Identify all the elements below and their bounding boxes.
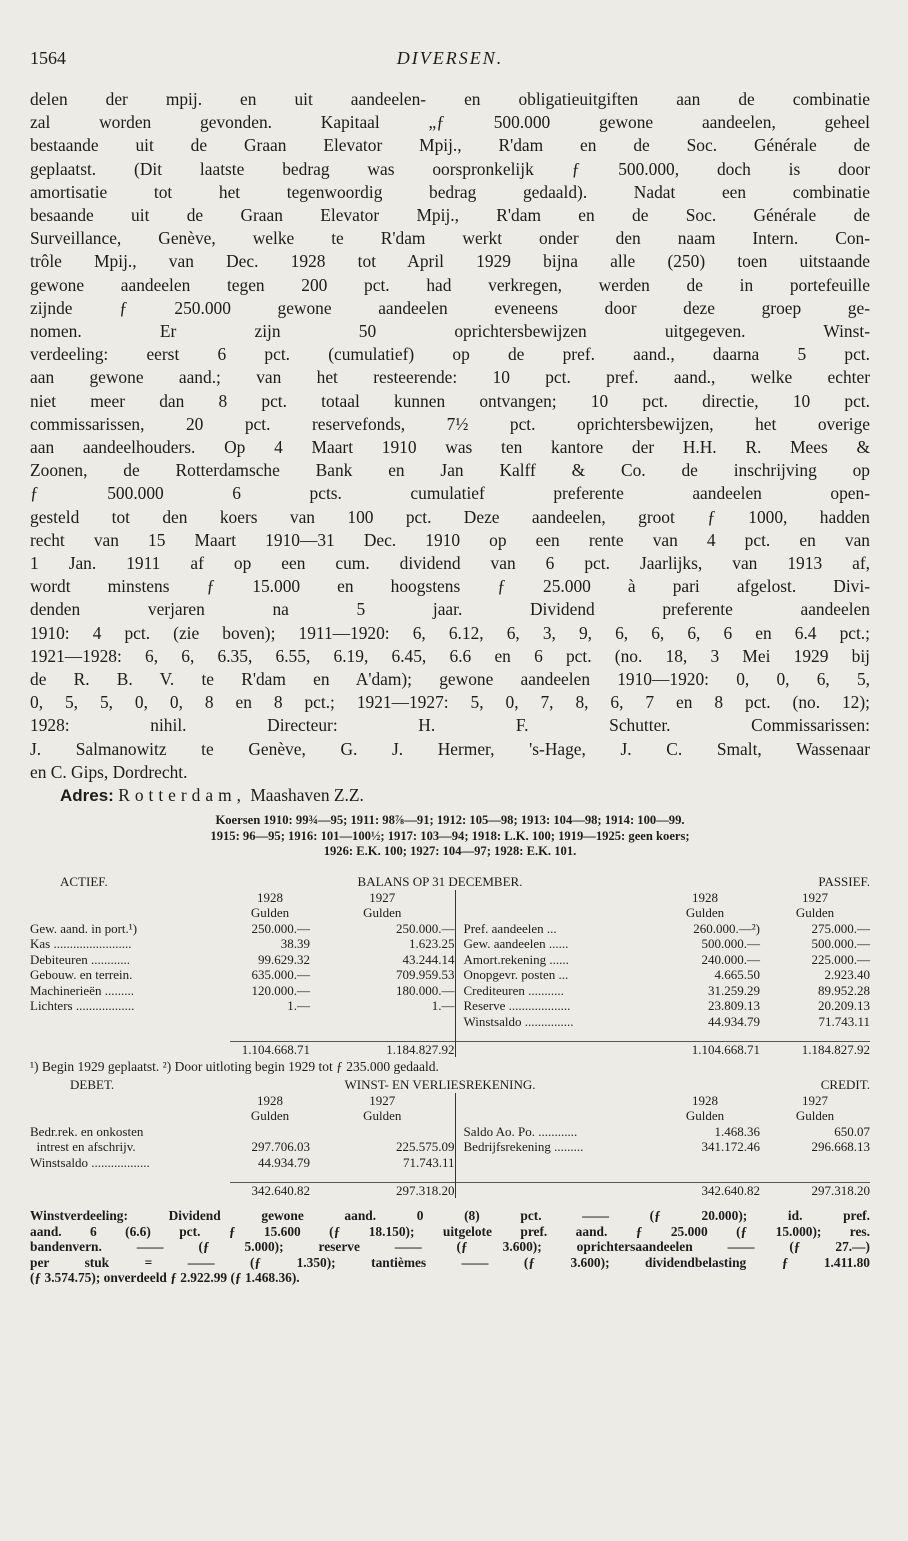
koersen-line: Koersen 1910: 99¾—95; 1911: 98⅞—91; 1912: 105—98; 1913: 104—98; 1914: 100—99. xyxy=(215,813,685,828)
actief-label: Gebouw. en terrein. xyxy=(30,967,133,983)
text-line: J. Salmanowitz te Genève, G. J. Hermer, 's-Hage, J. C. Smalt, Wassenaar xyxy=(30,738,870,759)
text-line: commissarissen, 20 pct. reservefonds, 7½ pct. oprichtersbewijzen, het overige xyxy=(30,413,870,434)
actief-label: Machinerieën ......... xyxy=(30,982,134,998)
total-value: 342.640.82 xyxy=(650,1182,760,1198)
year-label: 1928 xyxy=(257,889,283,905)
text-line: 1928: nihil. Directeur: H. F. Schutter. Commissarissen: xyxy=(30,715,870,736)
actief-value: 180.000.— xyxy=(396,982,455,998)
actief-value: 1.623.25 xyxy=(409,936,455,952)
page xyxy=(30,48,870,1286)
passief-header: PASSIEF. xyxy=(818,874,870,890)
credit-value: 341.172.46 xyxy=(701,1139,760,1155)
actief-header: ACTIEF. xyxy=(60,874,108,890)
text-line: niet meer dan 8 pct. totaal kunnen ontvangen; 10 pct. directie, 10 pct. xyxy=(30,390,870,411)
credit-value: 296.668.13 xyxy=(811,1139,870,1155)
text-line: zijnde ƒ 250.000 gewone aandeelen eveneens door deze groep ge- xyxy=(30,297,870,318)
winst-table xyxy=(30,1077,870,1198)
passief-value: 71.743.11 xyxy=(818,1013,870,1029)
passief-label: Winstsaldo ............... xyxy=(455,1014,650,1030)
actief-value: 250.000.— xyxy=(396,920,455,936)
credit-label: Bedrijfsrekening ......... xyxy=(455,1139,650,1155)
balans-table xyxy=(30,874,870,1057)
currency-label: Gulden xyxy=(795,1108,835,1124)
total-value: 1.104.668.71 xyxy=(650,1041,760,1057)
credit-value: 1.468.36 xyxy=(714,1123,760,1139)
text-line: recht van 15 Maart 1910—31 Dec. 1910 op een rente van 4 pct. en van xyxy=(30,529,870,550)
actief-value: 38.39 xyxy=(280,936,310,952)
passief-label: Reserve ................... xyxy=(455,998,650,1014)
currency-label: Gulden xyxy=(363,1108,402,1124)
koersen-line: 1915: 96—95; 1916: 101—100½; 1917: 103—94; 1918: L.K. 100; 1919—1925: geen koers; xyxy=(210,828,690,843)
address-street: Maashaven Z.Z. xyxy=(250,785,364,806)
debet-value: 71.743.11 xyxy=(402,1154,455,1170)
total-value: 297.318.20 xyxy=(760,1182,870,1198)
text-line: Surveillance, Genève, welke te R'dam werkt onder den naam Intern. Con- xyxy=(30,228,870,249)
text-line: gesteld tot den koers van 100 pct. Deze aandeelen, groot ƒ 1000, hadden xyxy=(30,506,870,527)
text-line: nomen. Er zijn 50 oprichtersbewijzen uitgegeven. Winst- xyxy=(30,321,870,342)
text-line: de R. B. V. te R'dam en A'dam); gewone aandeelen 1910—1920: 0, 0, 6, 5, xyxy=(30,669,870,690)
credit-header: CREDIT. xyxy=(820,1077,870,1093)
passief-value: 44.934.79 xyxy=(708,1013,760,1029)
total-value: 1.104.668.71 xyxy=(230,1041,310,1057)
text-line: zal worden gevonden. Kapitaal „ƒ 500.000 gewone aandeelen, geheel xyxy=(30,112,870,133)
currency-label: Gulden xyxy=(685,905,725,921)
currency-label: Gulden xyxy=(250,1108,290,1124)
text-line: 0, 5, 5, 0, 0, 8 en 8 pct.; 1921—1927: 5, 0, 7, 8, 6, 7 en 8 pct. (no. 12); xyxy=(30,692,870,713)
passief-value: 2.923.40 xyxy=(824,967,870,983)
year-label: 1928 xyxy=(692,1092,718,1108)
winstverdeeling-line: per stuk = —— (ƒ 1.350); tantièmes —— (ƒ 3.600); dividendbelasting ƒ 1.411.80 xyxy=(30,1254,870,1270)
actief-value: 250.000.— xyxy=(251,920,310,936)
actief-value: 43.244.14 xyxy=(402,951,455,967)
passief-value: 89.952.28 xyxy=(818,982,870,998)
text-line: aan gewone aand.; van het resteerende: 10 pct. pref. aand., welke echter xyxy=(30,367,870,388)
actief-value: 709.959.53 xyxy=(396,967,455,983)
text-line: trôle Mpij., van Dec. 1928 tot April 1929 bijna alle (250) toen uitstaande xyxy=(30,251,870,272)
address-label: Adres: xyxy=(60,786,114,806)
passief-label: Onopgevr. posten ... xyxy=(455,967,650,983)
currency-label: Gulden xyxy=(685,1108,725,1124)
balans-footnote: ¹) Begin 1929 geplaatst. ²) Door uitloting begin 1929 tot ƒ 235.000 gedaald. xyxy=(30,1059,439,1075)
total-value: 297.318.20 xyxy=(310,1182,455,1198)
passief-value: 500.000.— xyxy=(811,936,870,952)
passief-value: 500.000.— xyxy=(701,936,760,952)
winstverdeeling-line: bandenvern. —— (ƒ 5.000); reserve —— (ƒ 3.600); oprichtersaandeelen —— (ƒ 27.—) xyxy=(30,1239,870,1255)
balans-title: BALANS OP 31 DECEMBER. xyxy=(357,874,523,890)
text-line: en C. Gips, Dordrecht. xyxy=(30,761,188,782)
currency-label: Gulden xyxy=(795,905,835,921)
passief-value: 23.809.13 xyxy=(708,998,760,1014)
text-line: bestaande uit de Graan Elevator Mpij., R'dam en de Soc. Générale de xyxy=(30,135,870,156)
page-number: 1564 xyxy=(30,48,66,68)
passief-value: 225.000.— xyxy=(811,951,870,967)
passief-label: Crediteuren ........... xyxy=(455,983,650,999)
debet-label: Bedr.rek. en onkosten xyxy=(30,1123,144,1139)
credit-label: Saldo Ao. Po. ............ xyxy=(455,1124,650,1140)
page-title: DIVERSEN. xyxy=(396,48,504,68)
actief-value: 99.629.32 xyxy=(258,951,310,967)
passief-value: 4.665.50 xyxy=(714,967,760,983)
text-line: 1910: 4 pct. (zie boven); 1911—1920: 6, 6.12, 6, 3, 9, 6, 6, 6, 6 en 6.4 pct.; xyxy=(30,622,870,643)
total-value: 1.184.827.92 xyxy=(310,1041,455,1057)
actief-value: 1.— xyxy=(287,998,310,1014)
winstverdeeling xyxy=(30,1208,870,1286)
actief-label: Kas ........................ xyxy=(30,936,132,952)
year-label: 1927 xyxy=(369,1092,396,1108)
actief-value: 120.000.— xyxy=(251,982,310,998)
text-line: Zoonen, de Rotterdamsche Bank en Jan Kalff & Co. de inschrijving op xyxy=(30,460,870,481)
text-line: besaande uit de Graan Elevator Mpij., R'dam en de Soc. Générale de xyxy=(30,205,870,226)
text-line: denden verjaren na 5 jaar. Dividend preferente aandeelen xyxy=(30,599,870,620)
actief-label: Lichters .................. xyxy=(30,998,135,1014)
text-line: 1921—1928: 6, 6, 6.35, 6.55, 6.19, 6.45, 6.6 en 6 pct. (no. 18, 3 Mei 1929 bij xyxy=(30,645,870,666)
year-label: 1928 xyxy=(692,889,718,905)
debet-label: Winstsaldo .................. xyxy=(30,1154,150,1170)
year-label: 1928 xyxy=(257,1092,283,1108)
currency-label: Gulden xyxy=(363,905,402,921)
year-label: 1927 xyxy=(802,1092,828,1108)
actief-value: 635.000.— xyxy=(251,967,310,983)
address-city: Rotterdam, xyxy=(118,785,246,806)
page-header xyxy=(30,48,870,88)
winst-title: WINST- EN VERLIESREKENING. xyxy=(344,1077,536,1093)
actief-label: Debiteuren ............ xyxy=(30,951,131,967)
koersen-line: 1926: E.K. 100; 1927: 104—97; 1928: E.K. 101. xyxy=(323,844,577,859)
passief-label: Gew. aandeelen ...... xyxy=(455,936,650,952)
text-line: wordt minstens ƒ 15.000 en hoogstens ƒ 25.000 à pari afgelost. Divi- xyxy=(30,576,870,597)
text-line: gewone aandeelen tegen 200 pct. had verkregen, werden de in portefeuille xyxy=(30,274,870,295)
year-label: 1927 xyxy=(802,889,828,905)
passief-value: 240.000.— xyxy=(701,951,760,967)
actief-label: Gew. aand. in port.¹) xyxy=(30,920,138,936)
company-description xyxy=(30,88,870,807)
text-line: verdeeling: eerst 6 pct. (cumulatief) op de pref. aand., daarna 5 pct. xyxy=(30,344,870,365)
text-line: 1 Jan. 1911 af op een cum. dividend van 6 pct. Jaarlijks, van 1913 af, xyxy=(30,553,870,574)
total-value: 342.640.82 xyxy=(230,1182,310,1198)
total-value: 1.184.827.92 xyxy=(760,1041,870,1057)
passief-label: Amort.rekening ...... xyxy=(455,952,650,968)
credit-value: 650.07 xyxy=(834,1123,870,1139)
koersen-block xyxy=(30,813,870,860)
debet-value: 297.706.03 xyxy=(251,1139,310,1155)
passief-value: 31.259.29 xyxy=(708,982,760,998)
year-label: 1927 xyxy=(369,889,396,905)
text-line: aan aandeelhouders. Op 4 Maart 1910 was ten kantore der H.H. R. Mees & xyxy=(30,437,870,458)
winstverdeeling-line: (ƒ 3.574.75); onverdeeld ƒ 2.922.99 (ƒ 1.468.36). xyxy=(30,1270,300,1286)
winstverdeeling-line: Winstverdeeling: Dividend gewone aand. 0 (8) pct. —— (ƒ 20.000); id. pref. xyxy=(30,1208,870,1224)
passief-value: 260.000.—²) xyxy=(693,920,760,936)
passief-label: Pref. aandeelen ... xyxy=(455,921,650,937)
debet-header: DEBET. xyxy=(70,1077,115,1093)
text-line: ƒ 500.000 6 pcts. cumulatief preferente aandeelen open- xyxy=(30,483,870,504)
currency-label: Gulden xyxy=(250,905,290,921)
address-line xyxy=(30,784,870,807)
debet-value: 225.575.09 xyxy=(396,1139,455,1155)
text-line: delen der mpij. en uit aandeelen- en obligatieuitgiften aan de combinatie xyxy=(30,89,870,109)
winstverdeeling-line: aand. 6 (6.6) pct. ƒ 15.600 (ƒ 18.150); uitgelote pref. aand. ƒ 25.000 (ƒ 15.000); res. xyxy=(30,1223,870,1239)
debet-label: intrest en afschrijv. xyxy=(30,1139,136,1155)
text-line: geplaatst. (Dit laatste bedrag was oorspronkelijk ƒ 500.000, doch is door xyxy=(30,158,870,179)
passief-value: 20.209.13 xyxy=(818,998,870,1014)
actief-value: 1.— xyxy=(431,998,455,1014)
text-line: amortisatie tot het tegenwoordig bedrag gedaald). Nadat een combinatie xyxy=(30,181,870,202)
passief-value: 275.000.— xyxy=(811,920,870,936)
debet-value: 44.934.79 xyxy=(258,1154,310,1170)
